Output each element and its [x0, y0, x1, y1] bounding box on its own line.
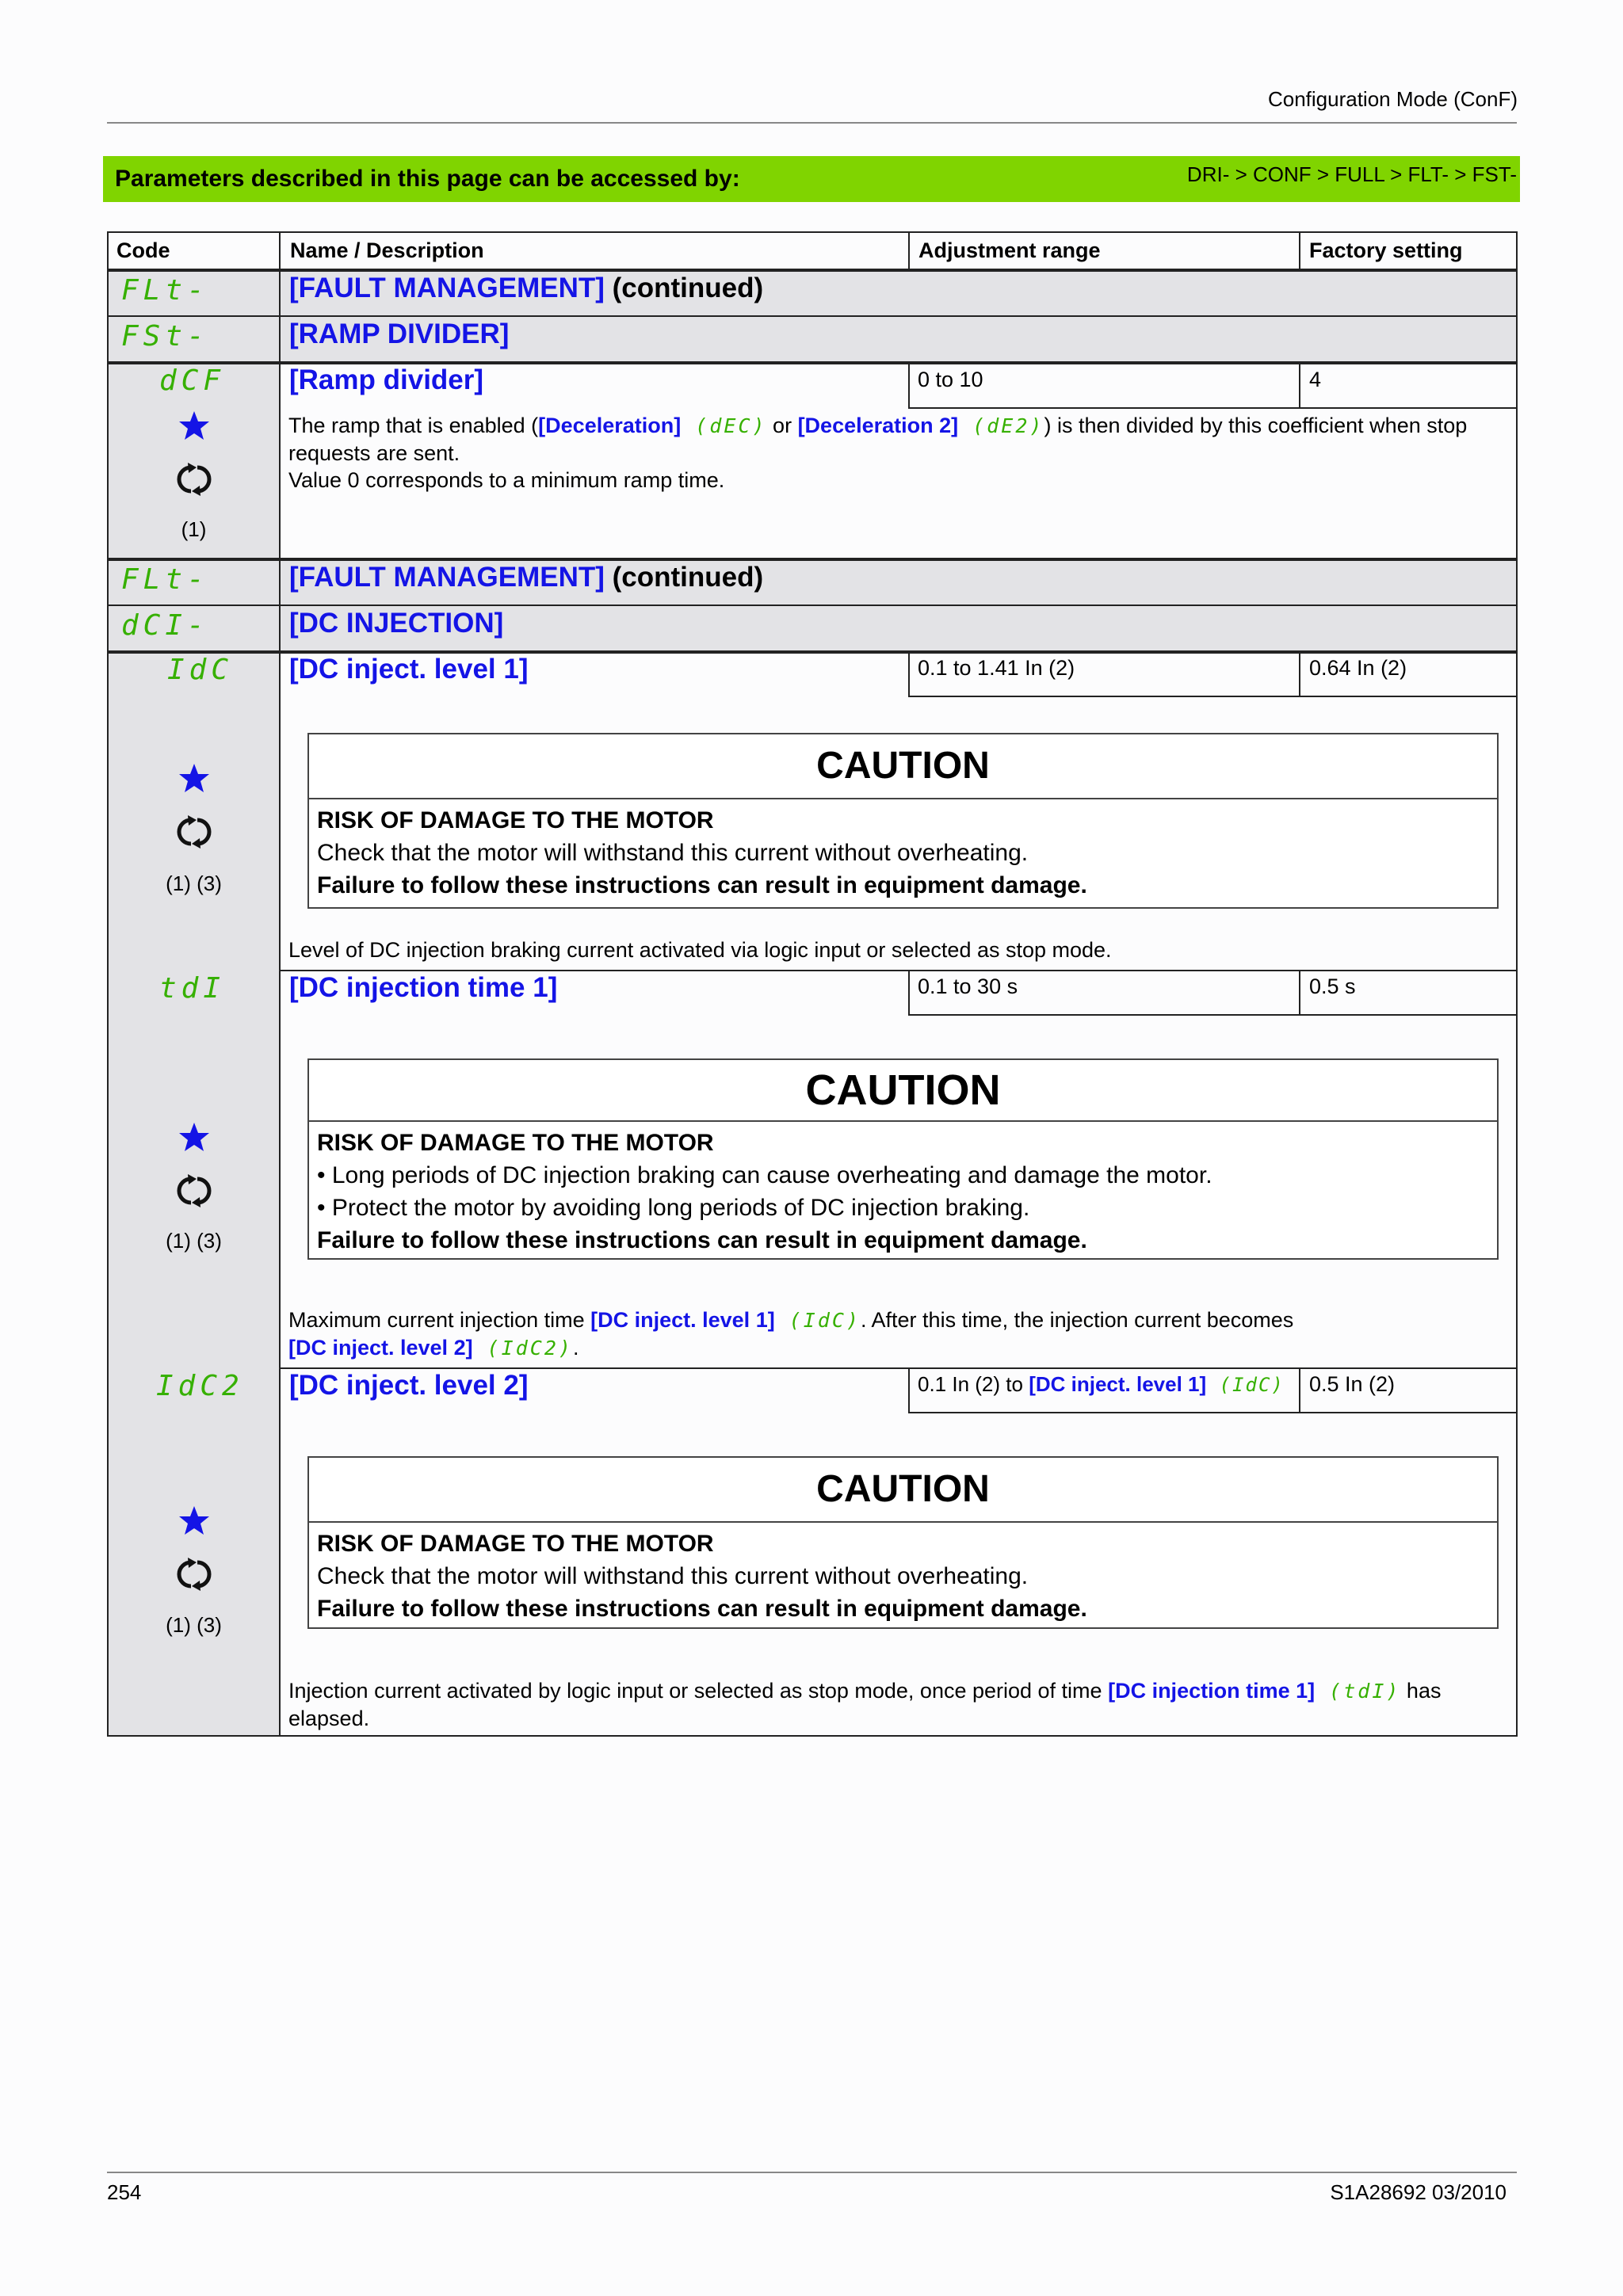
cycle-icon [177, 1173, 212, 1208]
adjustment-range: 0 to 10 [918, 368, 983, 391]
desc-text: The ramp that is enabled ( [288, 414, 539, 437]
header-factory: Factory setting [1309, 238, 1463, 262]
caution-line: Check that the motor will withstand this current without overheating. [317, 840, 1029, 866]
desc-code: (tdI) [1315, 1680, 1401, 1703]
row-icons [107, 410, 281, 541]
cycle-icon [177, 1557, 212, 1592]
row-icons [107, 1121, 281, 1253]
desc-text: Level of DC injection braking current activated via logic input or selected as stop mode. [288, 938, 1112, 962]
adjustment-range: 0.1 to 1.41 In (2) [918, 656, 1075, 680]
section-code: FLt- [121, 274, 209, 307]
desc-code: (IdC) [774, 1309, 861, 1332]
desc-text: Injection current activated by logic input or selected as stop mode, once period of time [288, 1679, 1109, 1703]
range-text: 0.1 In (2) to [918, 1372, 1029, 1396]
section-title: [RAMP DIVIDER] [289, 318, 510, 349]
header-range: Adjustment range [918, 238, 1101, 262]
document-reference: S1A28692 03/2010 [1330, 2180, 1507, 2204]
param-name: [DC injection time 1] [289, 972, 558, 1003]
param-description [288, 1306, 1501, 1362]
desc-text: . [572, 1336, 579, 1360]
cycle-icon [177, 814, 212, 849]
section-title-link: [FAULT MANAGEMENT] [289, 273, 605, 303]
caution-title: CAUTION [309, 1060, 1497, 1122]
param-code: IdC2 [156, 1370, 244, 1402]
star-icon [178, 1505, 210, 1536]
section-title-link: [FAULT MANAGEMENT] [289, 562, 605, 593]
section-code: FLt- [121, 563, 209, 596]
star-icon [178, 762, 210, 794]
star-icon [178, 1121, 210, 1153]
caution-box [307, 1058, 1499, 1260]
section-title [289, 273, 763, 304]
factory-setting: 4 [1309, 368, 1322, 391]
adjustment-range: 0.1 to 30 s [918, 974, 1018, 998]
section-title [289, 562, 763, 593]
desc-text: or [766, 414, 798, 437]
desc-text: ) is then divided by this coefficient when stop requests are sent. [288, 414, 1468, 465]
access-label: Parameters described in this page can be accessed by: [115, 166, 740, 192]
row-icons [107, 1505, 281, 1637]
param-note: (1) (3) [166, 871, 222, 895]
cycle-icon [177, 462, 212, 497]
footer-rule [107, 2172, 1517, 2173]
access-banner [103, 156, 1520, 202]
caution-title: CAUTION [309, 1458, 1497, 1523]
param-code: dCF [159, 364, 226, 397]
param-description [288, 1677, 1501, 1732]
param-note: (1) (3) [166, 1229, 222, 1253]
param-code: tdI [159, 972, 226, 1005]
param-note: (1) [181, 517, 207, 541]
caution-line: • Protect the motor by avoiding long periods of DC injection braking. [317, 1195, 1030, 1221]
section-code: FSt- [121, 320, 209, 353]
desc-text: . After this time, the injection current becomes [861, 1308, 1294, 1332]
desc-text: Value 0 corresponds to a minimum ramp time. [288, 468, 725, 492]
caution-failure: Failure to follow these instructions can result in equipment damage. [317, 1596, 1087, 1622]
caution-risk: RISK OF DAMAGE TO THE MOTOR [317, 1130, 714, 1156]
desc-code: (dE2) [958, 414, 1044, 437]
param-name: [DC inject. level 1] [289, 654, 529, 685]
param-description [288, 412, 1501, 494]
caution-title: CAUTION [309, 734, 1497, 799]
desc-link: [DC inject. level 1] [590, 1308, 775, 1332]
factory-setting: 0.5 s [1309, 974, 1356, 998]
parameter-table [107, 231, 1518, 1737]
caution-failure: Failure to follow these instructions can result in equipment damage. [317, 872, 1087, 898]
desc-link: [Deceleration] [538, 414, 682, 437]
section-title-suffix: (continued) [604, 562, 764, 593]
desc-link: [Deceleration 2] [797, 414, 959, 437]
header-name: Name / Description [290, 238, 484, 262]
range-code: (IdC) [1206, 1374, 1285, 1396]
factory-setting: 0.64 In (2) [1309, 656, 1407, 680]
header-rule [107, 122, 1517, 124]
desc-text: has elapsed. [288, 1679, 1442, 1730]
param-note: (1) (3) [166, 1613, 222, 1637]
adjustment-range [918, 1371, 1285, 1398]
param-name: [Ramp divider] [289, 364, 484, 395]
param-code: IdC [167, 654, 234, 686]
caution-box [307, 1456, 1499, 1629]
star-icon [178, 410, 210, 441]
section-title: [DC INJECTION] [289, 608, 504, 639]
page-number: 254 [107, 2180, 142, 2204]
caution-risk: RISK OF DAMAGE TO THE MOTOR [317, 1531, 714, 1557]
caution-risk: RISK OF DAMAGE TO THE MOTOR [317, 807, 714, 833]
desc-link: [DC inject. level 2] [288, 1336, 473, 1360]
desc-link: [DC injection time 1] [1108, 1679, 1316, 1703]
desc-code: (IdC2) [472, 1337, 573, 1360]
caution-line: Check that the motor will withstand this current without overheating. [317, 1563, 1029, 1589]
caution-box [307, 733, 1499, 909]
factory-setting: 0.5 In (2) [1309, 1372, 1396, 1396]
header-code: Code [116, 238, 170, 262]
desc-code: (dEC) [681, 414, 767, 437]
page-header-title: Configuration Mode (ConF) [1267, 87, 1518, 111]
param-description [288, 936, 1501, 963]
range-link: [DC inject. level 1] [1029, 1372, 1207, 1396]
section-title-suffix: (continued) [604, 273, 764, 303]
desc-text: Maximum current injection time [288, 1308, 591, 1332]
access-path: DRI- > CONF > FULL > FLT- > FST- [1186, 162, 1517, 186]
caution-line: • Long periods of DC injection braking can cause overheating and damage the motor. [317, 1162, 1212, 1188]
caution-failure: Failure to follow these instructions can result in equipment damage. [317, 1227, 1087, 1253]
row-icons [107, 762, 281, 895]
param-name: [DC inject. level 2] [289, 1370, 529, 1401]
section-code: dCI- [121, 609, 209, 642]
